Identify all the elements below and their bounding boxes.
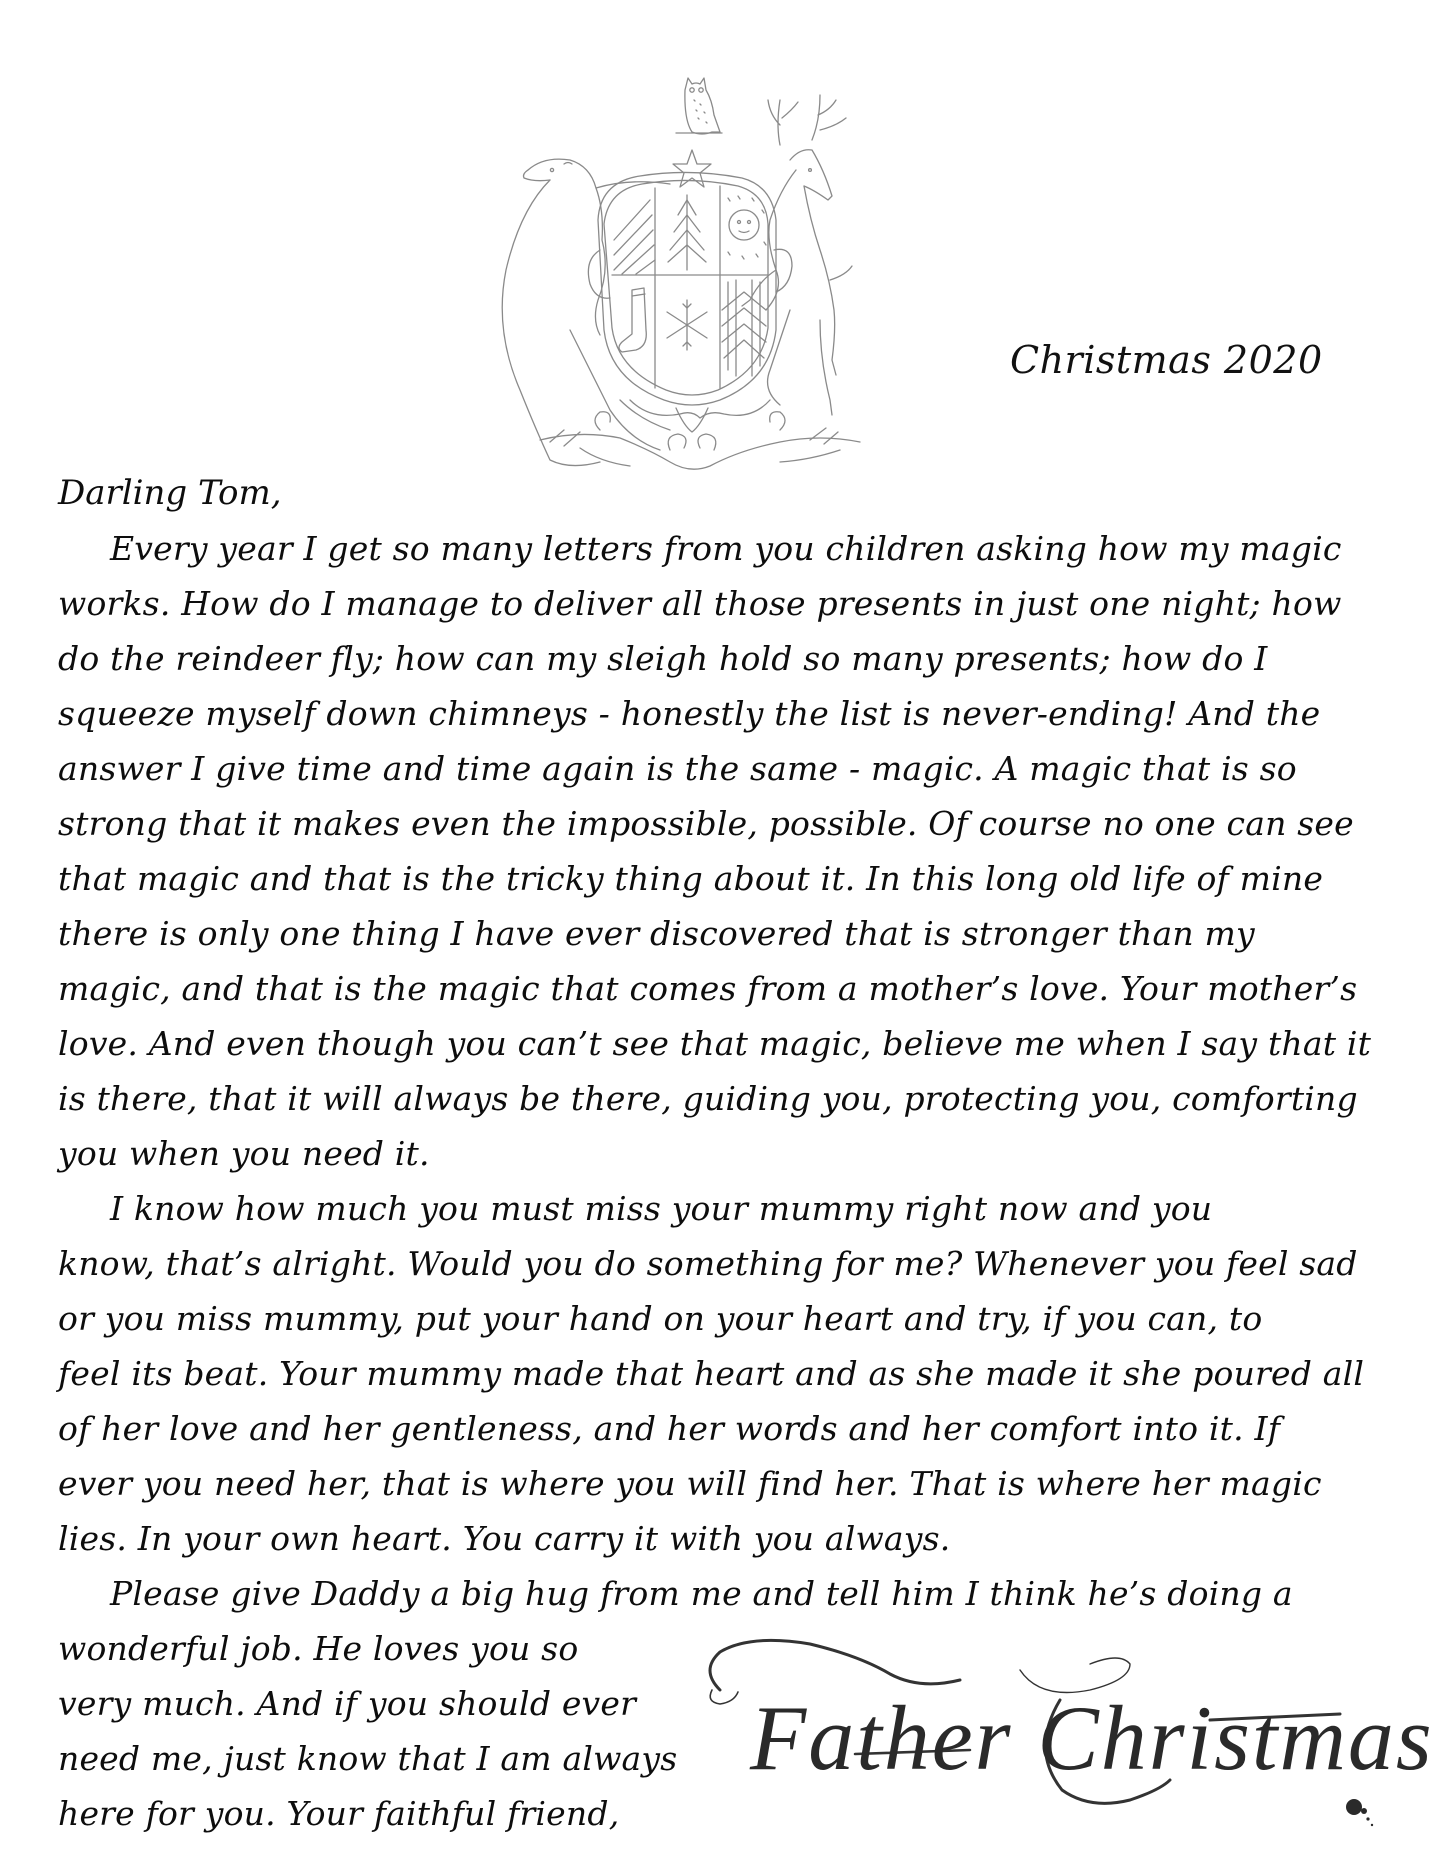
letter-line: know, that’s alright. Would you do something for me? Whenever you feel sad xyxy=(58,1244,1358,1283)
letter-line: of her love and her gentleness, and her words and her comfort into it. If xyxy=(58,1409,1281,1448)
letter-line: or you miss mummy, put your hand on your heart and try, if you can, to xyxy=(58,1299,1263,1338)
sun-face-icon xyxy=(728,196,766,259)
letter-date: Christmas 2020 xyxy=(1010,338,1323,382)
acanthus-scroll xyxy=(540,400,860,469)
letter-line: very much. And if you should ever xyxy=(58,1684,637,1723)
ink-blot-icon xyxy=(1340,1795,1380,1830)
stag xyxy=(742,95,852,415)
letter-line: magic, and that is the magic that comes from a mother’s love. Your mother’s xyxy=(58,969,1358,1008)
letter-line: Every year I get so many letters from you children asking how my magic xyxy=(110,529,1342,568)
shield xyxy=(598,172,776,405)
chevron-pattern xyxy=(722,280,766,376)
letter-line: need me, just know that I am always xyxy=(58,1739,678,1778)
letter-line: you when you need it. xyxy=(58,1134,430,1173)
letter-line: squeeze myself down chimneys - honestly the list is never-ending! And the xyxy=(58,694,1321,733)
letter-line: I know how much you must miss your mummy right now and you xyxy=(110,1189,1213,1228)
letter-line: love. And even though you can’t see that magic, believe me when I say that it xyxy=(58,1024,1372,1063)
letter-line: feel its beat. Your mummy made that heart and as she made it she poured all xyxy=(58,1354,1365,1393)
letter-line: there is only one thing I have ever discovered that is stronger than my xyxy=(58,914,1255,953)
snowflake-icon xyxy=(667,300,707,350)
letter-line: do the reindeer fly; how can my sleigh hold so many presents; how do I xyxy=(58,639,1268,678)
letter-line: ever you need her, that is where you will find her. That is where her magic xyxy=(58,1464,1322,1503)
letter-line: strong that it makes even the impossible, possible. Of course no one can see xyxy=(58,804,1354,843)
letter-line: answer I give time and time again is the same - magic. A magic that is so xyxy=(58,749,1297,788)
fir-tree-icon xyxy=(668,195,706,270)
letter-line: lies. In your own heart. You carry it with you always. xyxy=(58,1519,951,1558)
letter-line: wonderful job. He loves you so xyxy=(58,1629,579,1668)
coat-of-arms-crest xyxy=(480,70,930,485)
signature xyxy=(690,1630,1434,1830)
letter-line: is there, that it will always be there, guiding you, protecting you, comforting xyxy=(58,1079,1358,1118)
letter-greeting: Darling Tom, xyxy=(58,473,282,513)
owl-icon xyxy=(676,78,722,134)
letter-line: Please give Daddy a big hug from me and tell him I think he’s doing a xyxy=(110,1574,1293,1613)
stocking-icon xyxy=(619,288,646,352)
letter-line: here for you. Your faithful friend, xyxy=(58,1794,620,1833)
signature-text: Father Christmas xyxy=(750,1687,1434,1789)
letter-line: that magic and that is the tricky thing about it. In this long old life of mine xyxy=(58,859,1324,898)
letter-line: works. How do I manage to deliver all those presents in just one night; how xyxy=(58,584,1342,623)
